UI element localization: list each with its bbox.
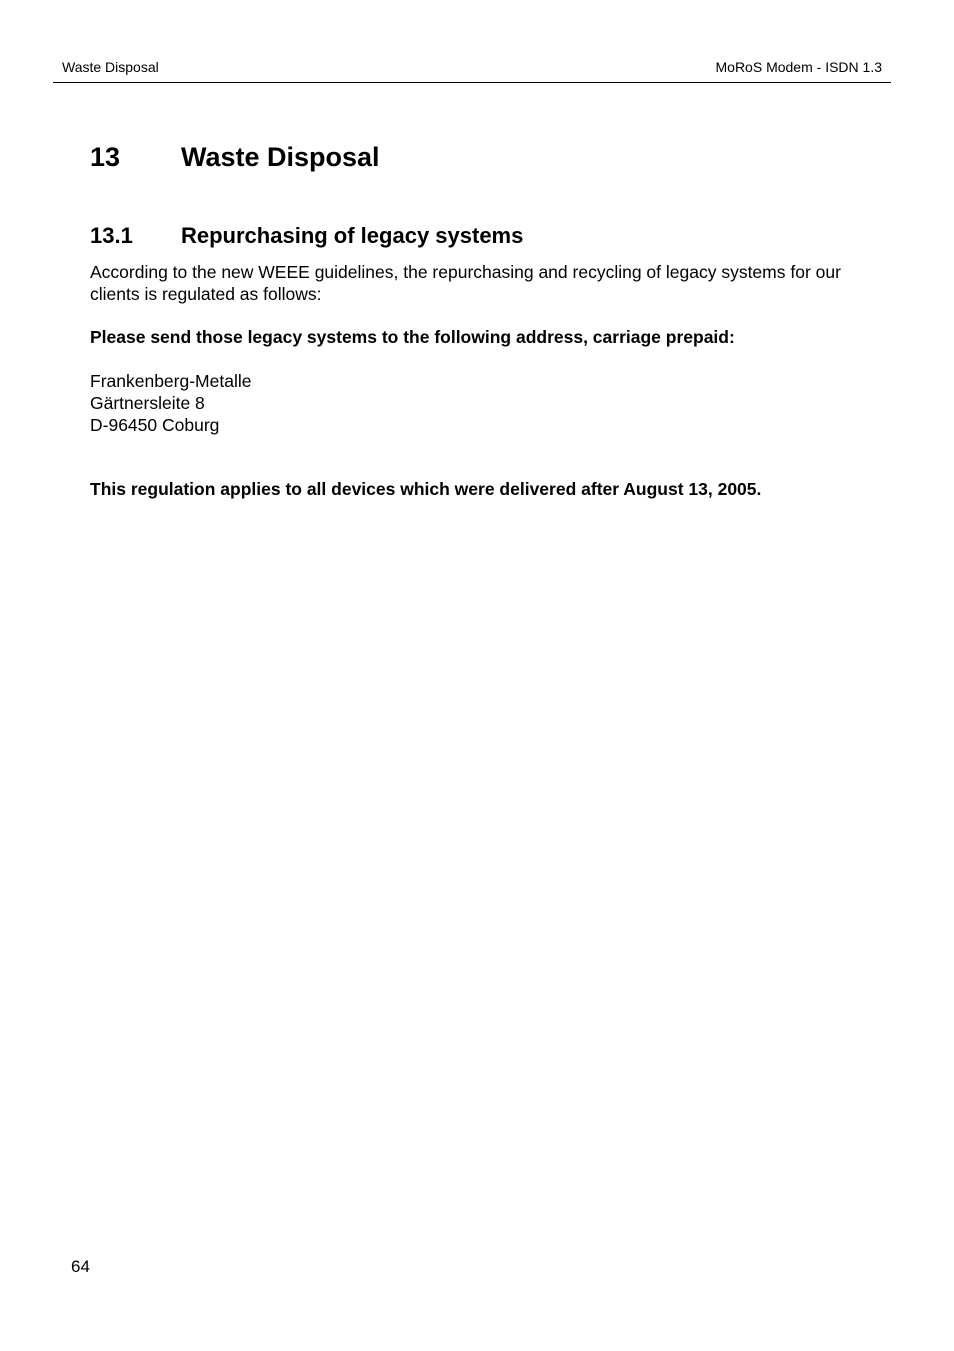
section-title: Repurchasing of legacy systems — [181, 223, 524, 248]
chapter-title: Waste Disposal — [181, 142, 380, 172]
address-street: Gärtnersleite 8 — [90, 393, 205, 413]
section-number: 13.1 — [90, 223, 133, 248]
recycling-address — [90, 370, 850, 436]
address-city: D-96450 Coburg — [90, 415, 220, 435]
chapter-number: 13 — [90, 142, 121, 172]
intro-paragraph: According to the new WEEE guidelines, the repurchasing and recycling of legacy systems for our clients is regulated as follows: — [90, 262, 841, 304]
header-product-title: MoRoS Modem - ISDN 1.3 — [715, 59, 882, 75]
regulation-note: This regulation applies to all devices which were delivered after August 13, 2005. — [90, 479, 762, 499]
section-heading — [90, 222, 523, 250]
header-section-title: Waste Disposal — [62, 59, 159, 75]
chapter-heading — [90, 140, 380, 174]
address-company: Frankenberg-Metalle — [90, 371, 252, 391]
page-number: 64 — [71, 1257, 90, 1276]
running-header — [53, 56, 891, 83]
shipping-instruction: Please send those legacy systems to the following address, carriage prepaid: — [90, 327, 735, 347]
